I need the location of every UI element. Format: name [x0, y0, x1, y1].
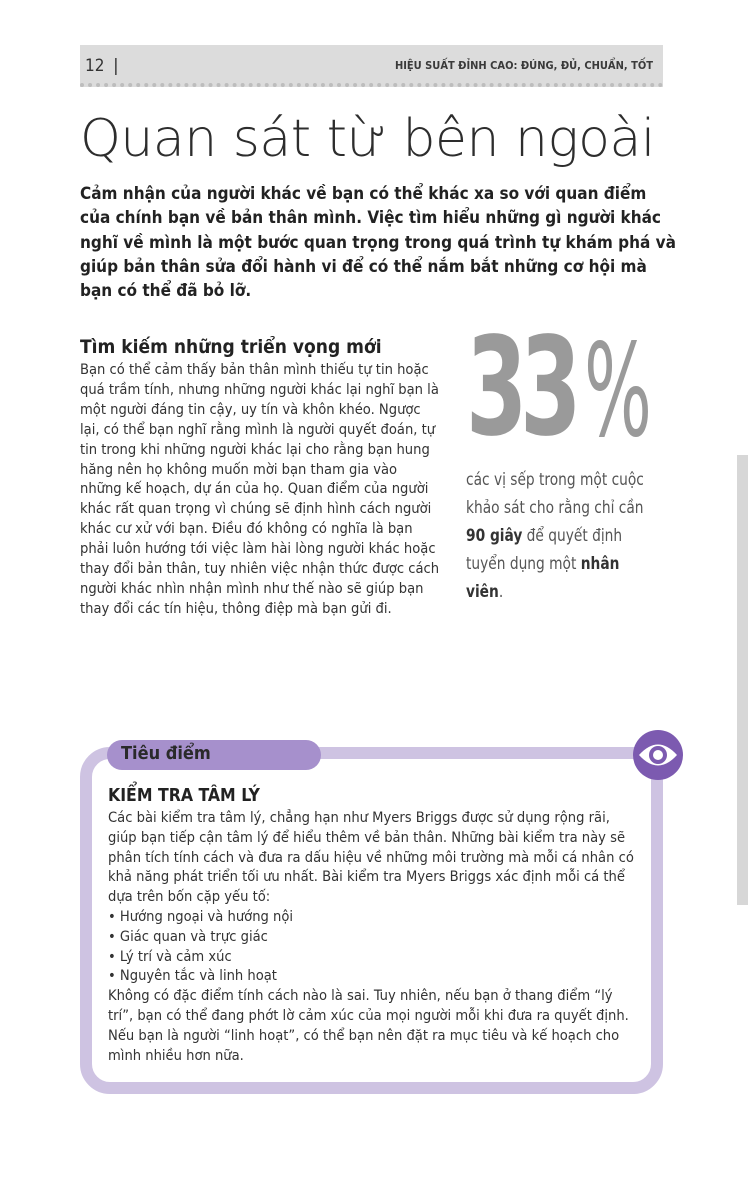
stat-percent-sign: %	[584, 317, 652, 466]
page-edge-tab	[737, 455, 748, 905]
section-heading: Tìm kiếm những triển vọng mới	[80, 336, 382, 358]
stat-figure	[466, 309, 676, 470]
stat-caption-subject: nhân viên	[466, 554, 620, 602]
focus-title: KIỂM TRA TÂM LÝ	[108, 786, 260, 806]
section-body-paragraph: Bạn có thể cảm thấy bản thân mình thiếu tự tin hoặc quá trầm tính, nhưng những người khác lại nghĩ bạn là một người đáng tin cậy, uy tín và khôn khéo. Ngược lại, có thể bạn nghĩ rằng mình là người quyết đoán, tự tin trong khi những người khác lại cho rằng bạn hung hăng nên họ không muốn mời bạn tham gia vào những kế hoạch, dự án của họ. Quan điểm của người khác rất quan trọng vì chúng sẽ định hình cách người khác cư xử với bạn. Điều đó không có nghĩa là bạn phải luôn hướng tới việc làm hài lòng người khác hoặc thay đổi bản thân, tuy nhiên việc nhận thức được cách người khác nhìn nhận mình như thế nào sẽ giúp bạn thay đổi các tín hiệu, thông điệp mà bạn gửi đi.	[80, 361, 440, 617]
page-title: Quan sát từ bên ngoài	[80, 109, 655, 169]
lead-paragraph: Cảm nhận của người khác về bạn có thể khác xa so với quan điểm của chính bạn về bản thân mình. Việc tìm hiểu những gì người khác nghĩ về mình là một bước quan trọng trong quá trình tự khám phá và giúp bản thân sửa đổi hành vi để có thể nắm bắt những cơ hội mà bạn có thể đã bỏ lỡ.	[80, 184, 676, 302]
focus-outro: Không có đặc điểm tính cách nào là sai. Tuy nhiên, nếu bạn ở thang điểm “lý trí”, bạn có thể đang phớt lờ cảm xúc của mọi người mỗi khi đưa ra quyết định. Nếu bạn là người “linh hoạt”, có thể bạn nên đặt ra mục tiêu và kế hoạch cho mình nhiều hơn nữa.	[108, 987, 629, 1064]
focus-tab-label: Tiêu điểm	[121, 743, 211, 764]
stat-caption-period: .	[498, 582, 504, 602]
focus-list	[108, 907, 638, 986]
focus-tab	[107, 740, 321, 770]
list-item: • Giác quan và trực giác	[108, 927, 638, 947]
header-divider: |	[113, 56, 119, 76]
page-number: 12	[85, 56, 105, 76]
list-item: • Lý trí và cảm xúc	[108, 947, 638, 967]
stat-caption-duration: 90 giây	[466, 526, 523, 546]
section-body	[80, 360, 440, 619]
focus-intro: Các bài kiểm tra tâm lý, chẳng hạn như Myers Briggs được sử dụng rộng rãi, giúp bạn tiếp cận tâm lý để hiểu thêm về bản thân. Những bài kiểm tra này sẽ phân tích tính cách và đưa ra dấu hiệu về những môi trường mà mỗi cá nhân có khả năng phát triển tối ưu nhất. Bài kiểm tra Myers Briggs xác định mỗi cá thể dựa trên bốn cặp yếu tố:	[108, 809, 634, 906]
stat-caption-text: các vị sếp trong một cuộc khảo sát cho rằng chỉ cần	[466, 470, 644, 518]
stat-number: 33	[466, 309, 575, 467]
stat-caption	[466, 466, 660, 606]
stat-caption-text: để quyết định tuyển dụng một	[466, 526, 623, 574]
focus-body	[108, 808, 638, 1065]
list-item: • Nguyên tắc và linh hoạt	[108, 966, 638, 986]
list-item: • Hướng ngoại và hướng nội	[108, 907, 638, 927]
eye-icon	[632, 729, 684, 781]
running-header	[80, 45, 663, 87]
running-title: HIỆU SUẤT ĐỈNH CAO: ĐÚNG, ĐỦ, CHUẨN, TỐT	[394, 59, 653, 72]
